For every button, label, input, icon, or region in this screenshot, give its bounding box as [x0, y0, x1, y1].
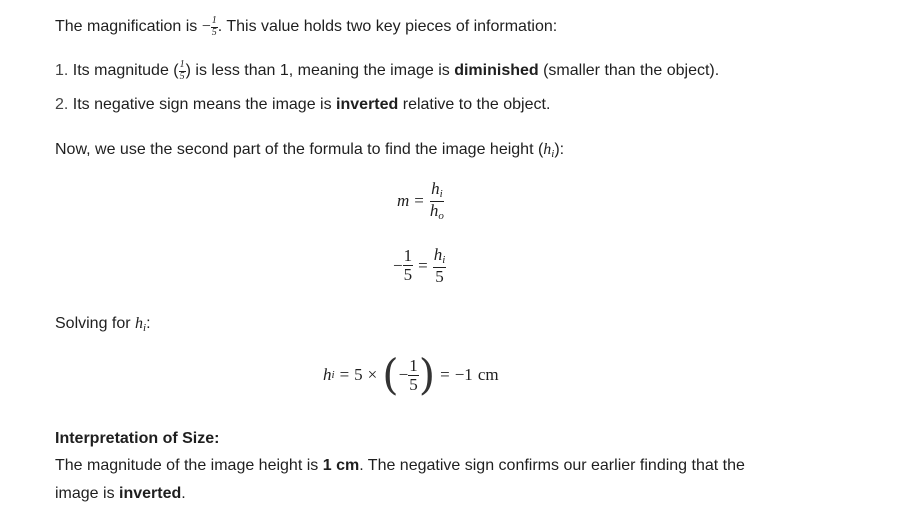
- image-height-solution: h i = 5 × ( − $\frac{1}{5}$ ) = −1 cm: [323, 350, 499, 399]
- right-parenthesis: ): [418, 350, 436, 399]
- interpretation-line-2: image is inverted.: [55, 485, 186, 502]
- one-fifth-fraction: $\frac{1}{5}$: [409, 355, 418, 394]
- list-marker: 2.: [55, 96, 69, 113]
- one-fifth-fraction: $\frac{1}{5}$: [403, 246, 413, 285]
- interpretation-heading: Interpretation of Size:: [55, 430, 220, 447]
- substituted-formula: − $\frac{1}{5}$ = $\frac{h_i}{5}$: [393, 245, 446, 286]
- image-height-over-five: $\frac{h_i}{5}$: [433, 245, 446, 286]
- one-fifth-fraction: $\frac{1}{5}$: [179, 59, 185, 82]
- formula-intro: Now, we use the second part of the formula to find the image height $(h_i)$:: [55, 141, 565, 160]
- list-marker: 1.: [55, 62, 69, 80]
- list-item: 2. Its negative sign means the image is inverted relative to the object.: [55, 96, 551, 113]
- magnification-intro: The magnification is − $\frac{1}{5}$ . This value holds two key pieces of information:: [55, 15, 558, 38]
- left-parenthesis: (: [382, 350, 399, 399]
- interpretation-line-1: The magnitude of the image height is 1 cm. The negative sign confirms our earlier finding that the: [55, 457, 745, 474]
- magnification-formula: m = $\frac{h_i}{h_o}$: [397, 179, 444, 222]
- height-ratio-fraction: $\frac{h_i}{h_o}$: [429, 179, 444, 222]
- list-item: 1. Its magnitude ( $\frac{1}{5}$ ) is less than 1, meaning the image is diminished (smaller than the object).: [55, 59, 720, 82]
- one-fifth-fraction: $\frac{1}{5}$: [211, 15, 217, 38]
- solving-intro: Solving for $h_i$:: [55, 315, 151, 334]
